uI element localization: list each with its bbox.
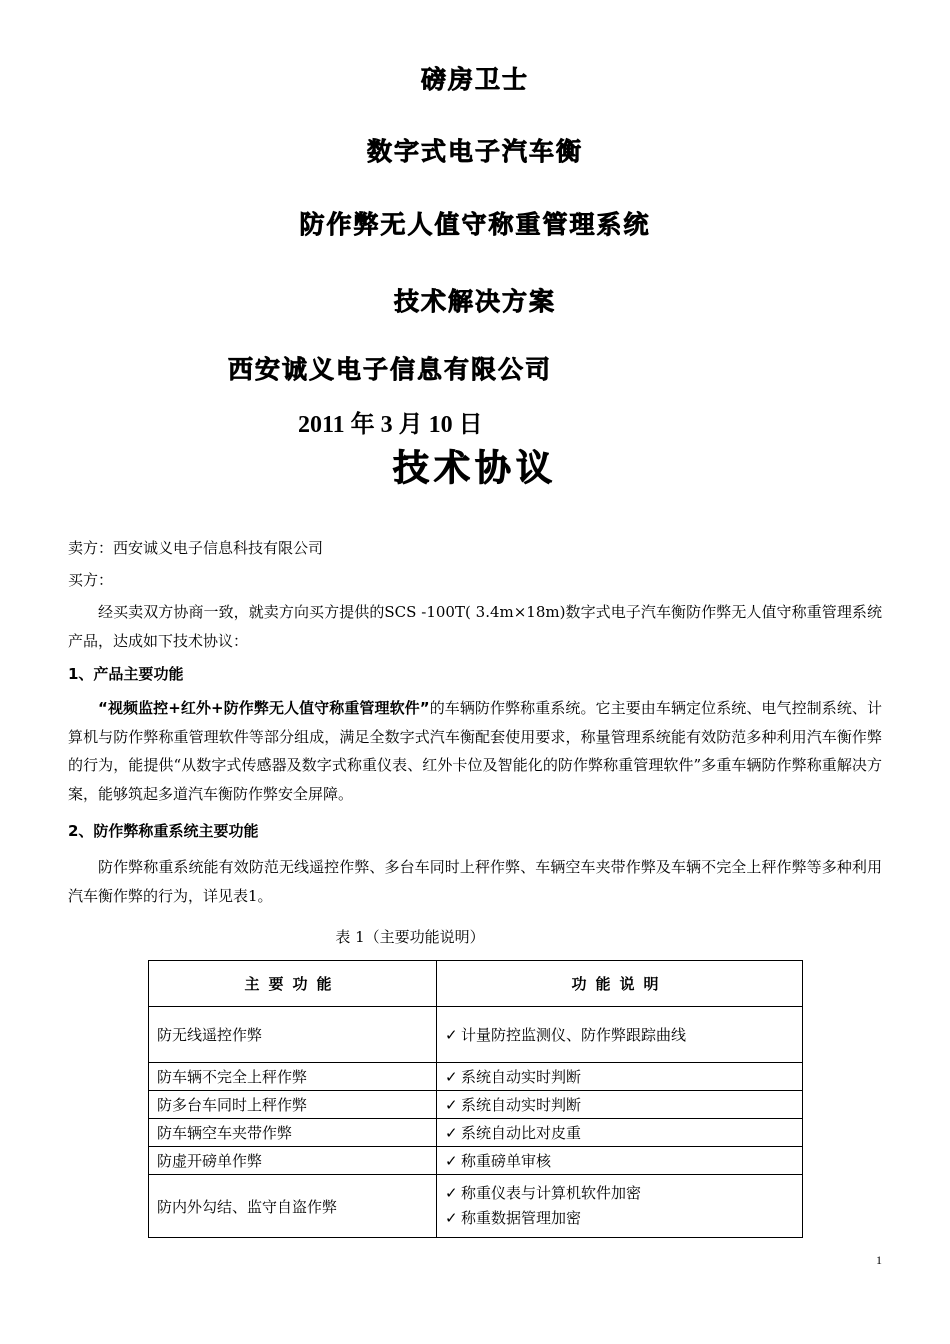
description-line — [445, 1206, 794, 1231]
document-date: 2011 年 3 月 10 日 — [298, 412, 483, 438]
section-1-paragraph — [68, 694, 882, 808]
description-cell — [437, 1007, 803, 1063]
title-solution: 技术解决方案 — [393, 287, 556, 316]
description-text: 称重仪表与计算机软件加密 — [461, 1184, 642, 1202]
section-1-bold-lead: “视频监控+红外+防作弊无人值守称重管理软件” — [98, 699, 430, 717]
description-cell — [437, 1091, 803, 1119]
table-row — [149, 1147, 803, 1175]
check-icon: ✓ — [445, 1096, 458, 1114]
description-text: 称重磅单审核 — [461, 1152, 552, 1170]
feature-cell: 防多台车同时上秤作弊 — [149, 1091, 437, 1119]
description-line — [445, 1181, 794, 1206]
table-caption: 表 1（主要功能说明） — [335, 928, 485, 946]
check-icon: ✓ — [445, 1124, 458, 1142]
title-product: 数字式电子汽车衡 — [366, 137, 583, 166]
function-table — [148, 960, 803, 1238]
intro-paragraph: 经买卖双方协商一致，就卖方向买方提供的SCS -100T( 3.4m×18m)数字式电子汽车衡防作弊无人值守称重管理系统产品，达成如下技术协议： — [68, 603, 882, 650]
title-system: 防作弊无人值守称重管理系统 — [299, 210, 651, 239]
description-cell — [437, 1147, 803, 1175]
section-1-heading: 1、产品主要功能 — [68, 665, 184, 683]
table-header-feature: 主要功能 — [149, 961, 437, 1007]
seller-line: 卖方：西安诚义电子信息科技有限公司 — [68, 539, 324, 557]
company-name: 西安诚义电子信息有限公司 — [228, 355, 553, 384]
title-brand: 磅房卫士 — [420, 65, 529, 94]
description-cell — [437, 1063, 803, 1091]
feature-cell: 防无线遥控作弊 — [149, 1007, 437, 1063]
check-icon: ✓ — [445, 1152, 458, 1170]
buyer-line: 买方： — [68, 571, 114, 589]
section-2-heading: 2、防作弊称重系统主要功能 — [68, 822, 259, 840]
check-icon: ✓ — [445, 1068, 458, 1086]
table-row — [149, 1175, 803, 1238]
check-icon: ✓ — [445, 1026, 458, 1044]
description-text: 系统自动实时判断 — [461, 1068, 582, 1086]
table-row — [149, 1119, 803, 1147]
agreement-title: 技术协议 — [392, 448, 557, 489]
table-row — [149, 1063, 803, 1091]
description-text: 称重数据管理加密 — [461, 1209, 582, 1227]
feature-cell: 防内外勾结、监守自盗作弊 — [149, 1175, 437, 1238]
feature-cell: 防虚开磅单作弊 — [149, 1147, 437, 1175]
check-icon: ✓ — [445, 1209, 458, 1227]
description-cell — [437, 1119, 803, 1147]
feature-cell: 防车辆不完全上秤作弊 — [149, 1063, 437, 1091]
table-header-description: 功能说明 — [437, 961, 803, 1007]
check-icon: ✓ — [445, 1184, 458, 1202]
feature-cell: 防车辆空车夹带作弊 — [149, 1119, 437, 1147]
description-text: 系统自动比对皮重 — [461, 1124, 582, 1142]
page-number: 1 — [876, 1253, 882, 1267]
table-row — [149, 1091, 803, 1119]
table-row — [149, 1007, 803, 1063]
description-cell — [437, 1175, 803, 1238]
section-2-paragraph: 防作弊称重系统能有效防范无线遥控作弊、多台车同时上秤作弊、车辆空车夹带作弊及车辆不完全上秤作弊等多种利用汽车衡作弊的行为，详见表1。 — [68, 858, 882, 905]
section-1-body: 的车辆防作弊称重系统。它主要由车辆定位系统、电气控制系统、计算机与防作弊称重管理软件等部分组成，满足全数字式汽车衡配套使用要求，称量管理系统能有效防范多种利用汽车衡作弊的行为，能提供“从数字式传感器及数字式称重仪表、红外卡位及智能化的防作弊称重管理软件”多重车辆防作弊称重解决方案，能够筑起多道汽车衡防作弊安全屏障。 — [68, 699, 882, 803]
description-text: 计量防控监测仪、防作弊跟踪曲线 — [461, 1026, 687, 1044]
description-text: 系统自动实时判断 — [461, 1096, 582, 1114]
